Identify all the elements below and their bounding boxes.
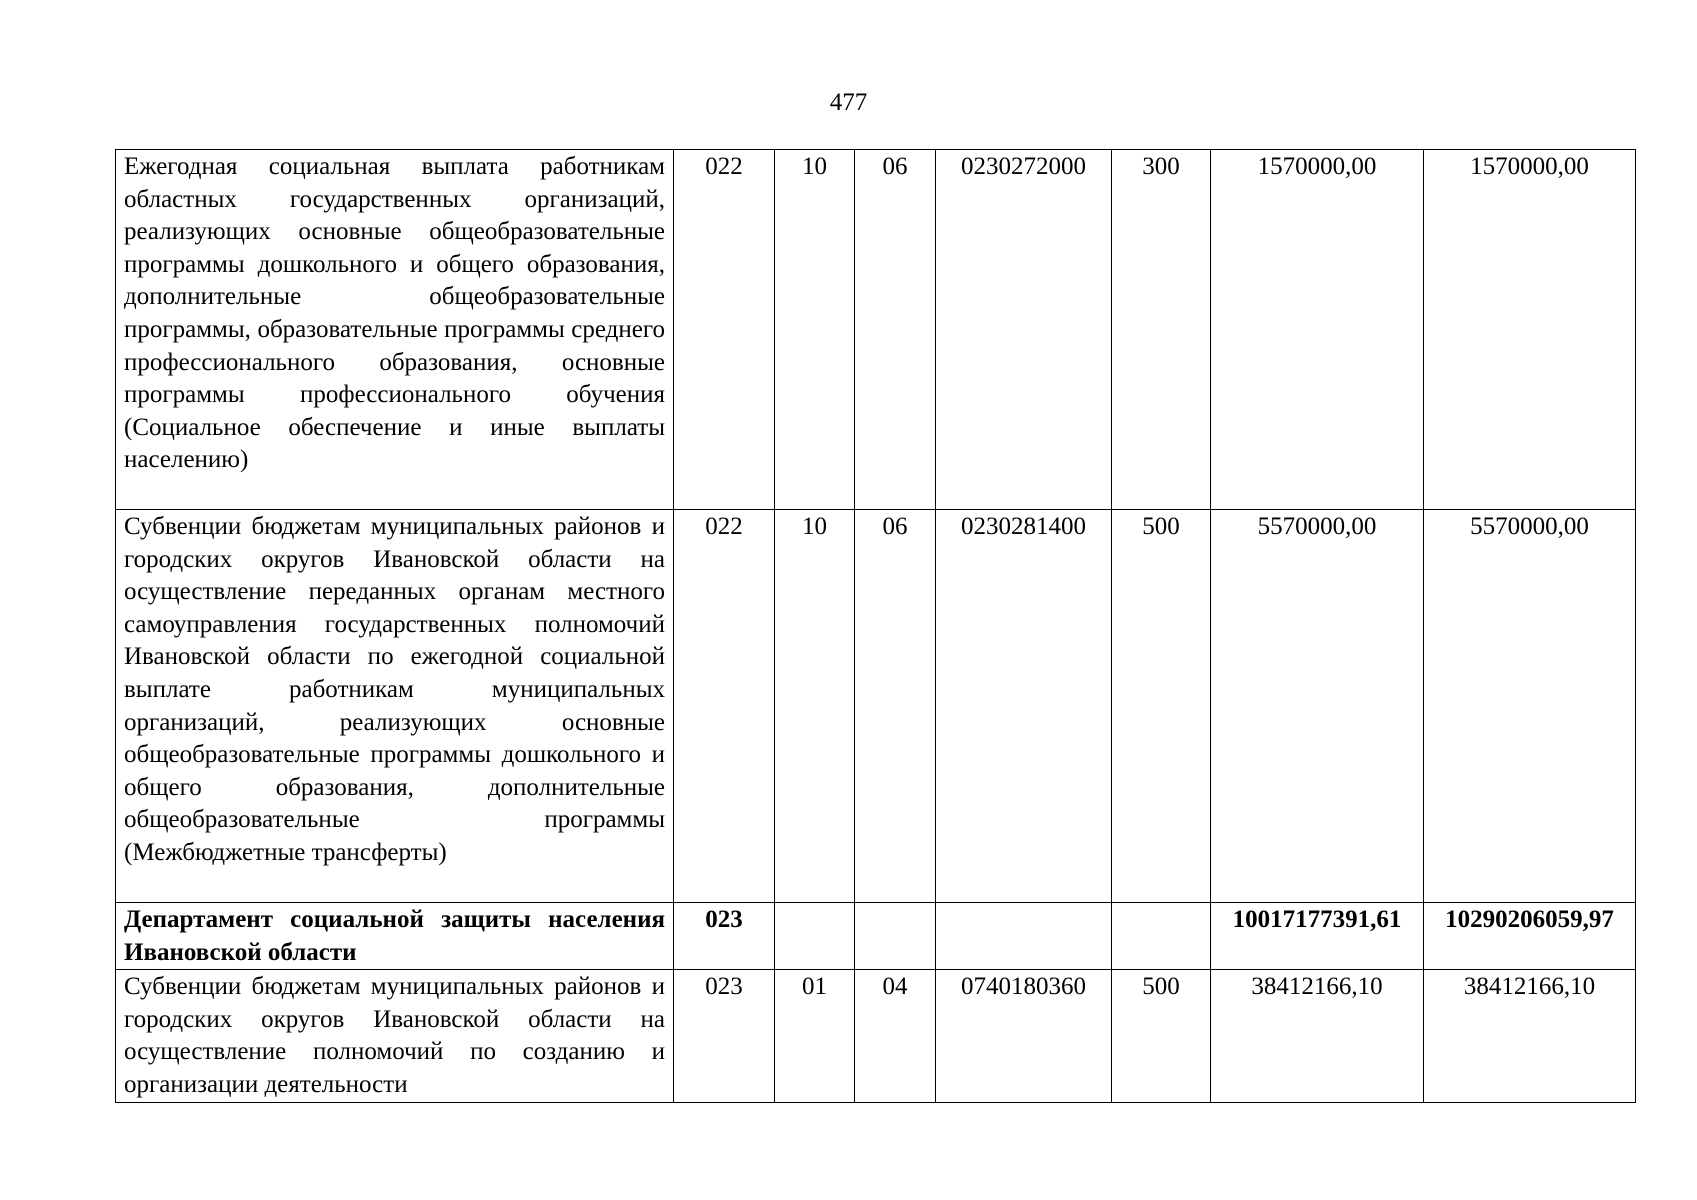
expense-type-cell bbox=[1112, 903, 1211, 970]
subsection-code-cell bbox=[855, 903, 936, 970]
subsection-code-cell: 06 bbox=[855, 510, 936, 903]
amount-year-1-cell: 38412166,10 bbox=[1211, 970, 1424, 1102]
ministry-code-cell: 022 bbox=[674, 510, 775, 903]
amount-year-1-cell: 5570000,00 bbox=[1211, 510, 1424, 903]
target-code-cell: 0230272000 bbox=[936, 150, 1112, 510]
expense-type-cell: 300 bbox=[1112, 150, 1211, 510]
table-row bbox=[116, 970, 1636, 1102]
row-name-cell: Субвенции бюджетам муниципальных районов и городских округов Ивановской области на осуществление полномочий по созданию и организации деятельности bbox=[116, 970, 674, 1102]
table-row bbox=[116, 150, 1636, 510]
target-code-cell: 0740180360 bbox=[936, 970, 1112, 1102]
expense-type-cell: 500 bbox=[1112, 510, 1211, 903]
amount-year-2-cell: 38412166,10 bbox=[1424, 970, 1636, 1102]
expense-type-cell: 500 bbox=[1112, 970, 1211, 1102]
amount-year-2-cell: 5570000,00 bbox=[1424, 510, 1636, 903]
subsection-code-cell: 04 bbox=[855, 970, 936, 1102]
amount-year-2-cell: 1570000,00 bbox=[1424, 150, 1636, 510]
target-code-cell bbox=[936, 903, 1112, 970]
ministry-code-cell: 023 bbox=[674, 903, 775, 970]
section-code-cell bbox=[775, 903, 855, 970]
amount-year-1-cell: 1570000,00 bbox=[1211, 150, 1424, 510]
page-number: 477 bbox=[829, 89, 868, 116]
section-code-cell: 10 bbox=[775, 510, 855, 903]
department-name-cell: Департамент социальной защиты населения Ивановской области bbox=[116, 903, 674, 970]
row-name-cell: Ежегодная социальная выплата работникам областных государственных организаций, реализующих основные общеобразовательные программы дошкольного и общего образования, дополнительные общеобразовательные программы, образовательные программы среднего профессионального образования, основные программы профессионального обучения (Социальное обеспечение и иные выплаты населению) bbox=[116, 150, 674, 510]
row-name-cell: Субвенции бюджетам муниципальных районов и городских округов Ивановской области на осуществление переданных органам местного самоуправления государственных полномочий Ивановской области по ежегодной социальной выплате работникам муниципальных организаций, реализующих основные общеобразовательные программы дошкольного и общего образования, дополнительные общеобразовательные программы (Межбюджетные трансферты) bbox=[116, 510, 674, 903]
ministry-code-cell: 022 bbox=[674, 150, 775, 510]
target-code-cell: 0230281400 bbox=[936, 510, 1112, 903]
subsection-code-cell: 06 bbox=[855, 150, 936, 510]
amount-year-1-cell: 10017177391,61 bbox=[1211, 903, 1424, 970]
table-row-department bbox=[116, 903, 1636, 970]
table-row bbox=[116, 510, 1636, 903]
section-code-cell: 01 bbox=[775, 970, 855, 1102]
section-code-cell: 10 bbox=[775, 150, 855, 510]
amount-year-2-cell: 10290206059,97 bbox=[1424, 903, 1636, 970]
ministry-code-cell: 023 bbox=[674, 970, 775, 1102]
budget-table bbox=[115, 149, 1636, 1103]
